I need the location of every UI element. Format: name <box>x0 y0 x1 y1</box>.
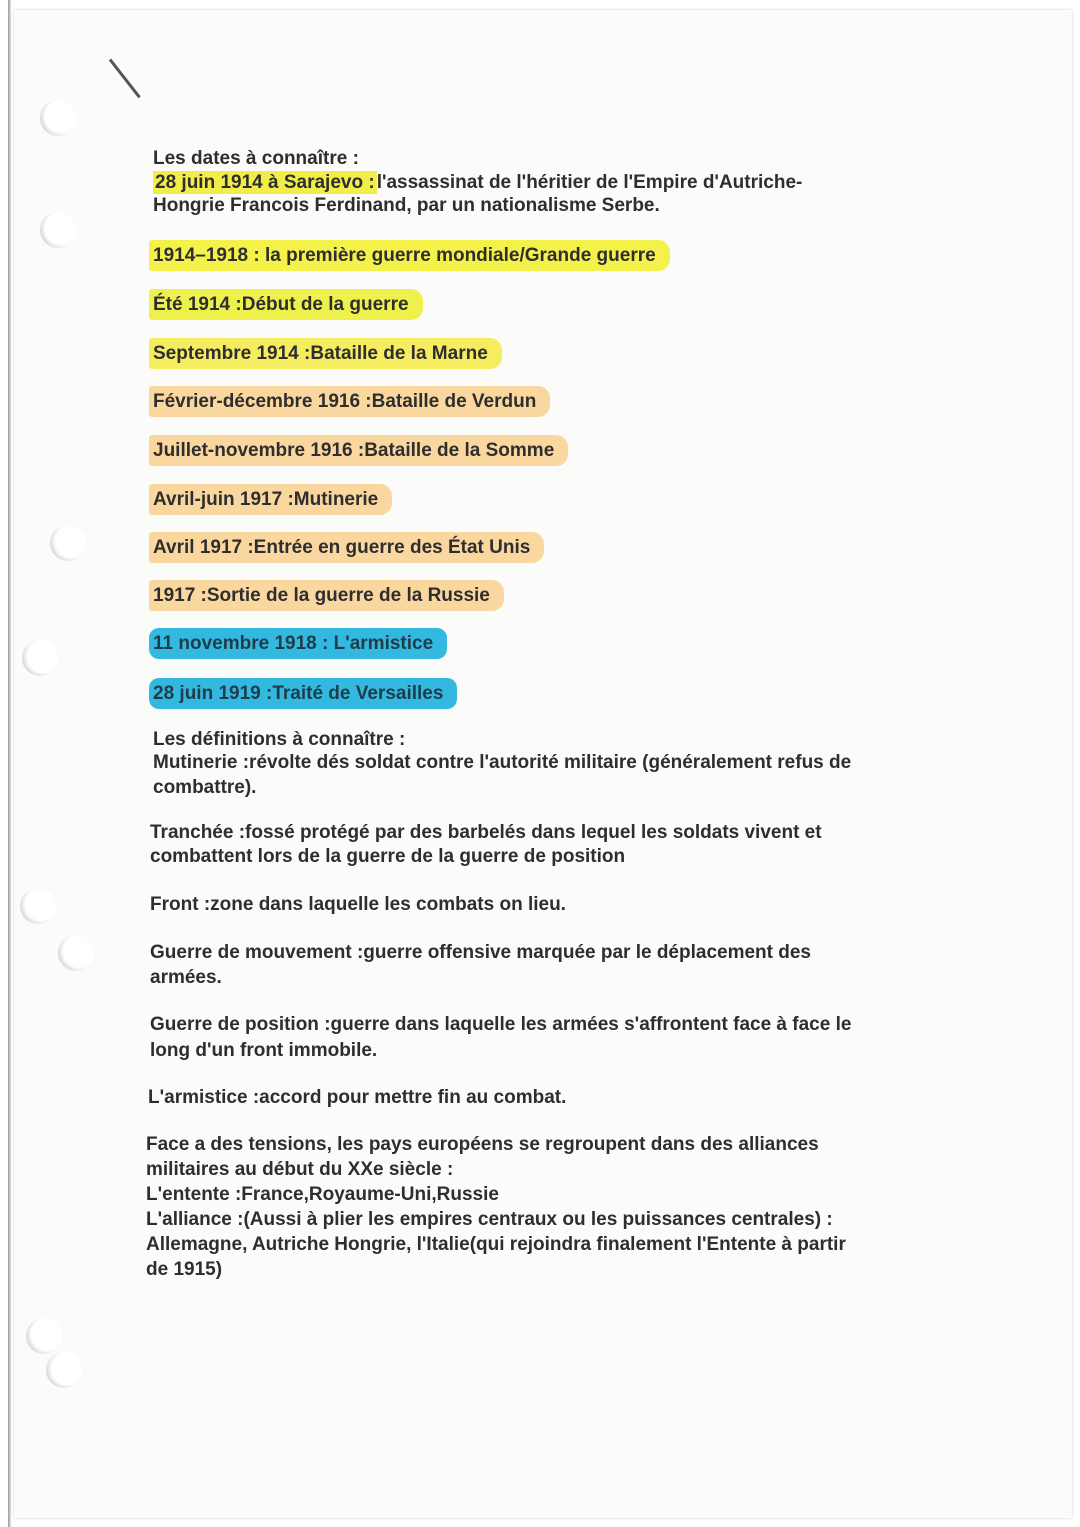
definition-armistice: L'armistice :accord pour mettre fin au combat. <box>148 1087 567 1108</box>
entente-line: L'entente :France,Royaume-Uni,Russie <box>146 1184 499 1205</box>
definition-tranchee-cont: combattent lors de la guerre de la guerre de position <box>150 846 626 867</box>
alliances-text: Face a des tensions, les pays européens se regroupent dans des alliances <box>146 1134 819 1155</box>
definition-mouvement: Guerre de mouvement :guerre offensive marquée par le déplacement des <box>150 942 812 963</box>
definition-front: Front :zone dans laquelle les combats on lieu. <box>150 894 566 915</box>
date-item: Février-décembre 1916 :Bataille de Verdun <box>153 386 550 417</box>
alliance-line: L'alliance :(Aussi à plier les empires centraux ou les puissances centrales) : <box>146 1209 833 1230</box>
alliance-members: Allemagne, Autriche Hongrie, l'Italie(qui rejoindra finalement l'Entente à partir <box>146 1234 846 1255</box>
alliance-members-cont: de 1915) <box>146 1259 223 1280</box>
definition-mouvement-cont: armées. <box>150 967 222 988</box>
date-item: 28 juin 1919 :Traité de Versailles <box>153 678 457 709</box>
alliances-text: militaires au début du XXe siècle : <box>146 1159 454 1180</box>
definition-mutinerie: Mutinerie :révolte dés soldat contre l'autorité militaire (généralement refus de <box>153 752 852 773</box>
definition-tranchee: Tranchée :fossé protégé par des barbelés dans lequel les soldats vivent et <box>150 822 822 843</box>
definition-mutinerie-cont: combattre). <box>153 777 257 798</box>
definition-position-cont: long d'un front immobile. <box>150 1040 378 1061</box>
sarajevo-text: l'assassinat de l'héritier de l'Empire d'Autriche- <box>376 172 803 193</box>
sarajevo-line <box>153 170 802 195</box>
date-item: Avril-juin 1917 :Mutinerie <box>153 484 392 515</box>
date-item: 11 novembre 1918 : L'armistice <box>153 628 447 659</box>
definitions-heading: Les définitions à connaître : <box>153 729 406 750</box>
date-item: Septembre 1914 :Bataille de la Marne <box>153 338 502 369</box>
definition-position: Guerre de position :guerre dans laquelle les armées s'affrontent face à face le <box>150 1014 852 1035</box>
date-item: Été 1914 :Début de la guerre <box>153 289 423 320</box>
date-item: 1914–1918 : la première guerre mondiale/Grande guerre <box>153 240 670 271</box>
dates-heading: Les dates à connaître : <box>153 148 359 169</box>
sarajevo-line-2: Hongrie Francois Ferdinand, par un nationalisme Serbe. <box>153 195 660 216</box>
date-item: Juillet-novembre 1916 :Bataille de la Somme <box>153 435 568 466</box>
sarajevo-date: 28 juin 1914 à Sarajevo : <box>155 172 375 193</box>
date-item: Avril 1917 :Entrée en guerre des État Unis <box>153 532 544 563</box>
date-item: 1917 :Sortie de la guerre de la Russie <box>153 580 504 611</box>
